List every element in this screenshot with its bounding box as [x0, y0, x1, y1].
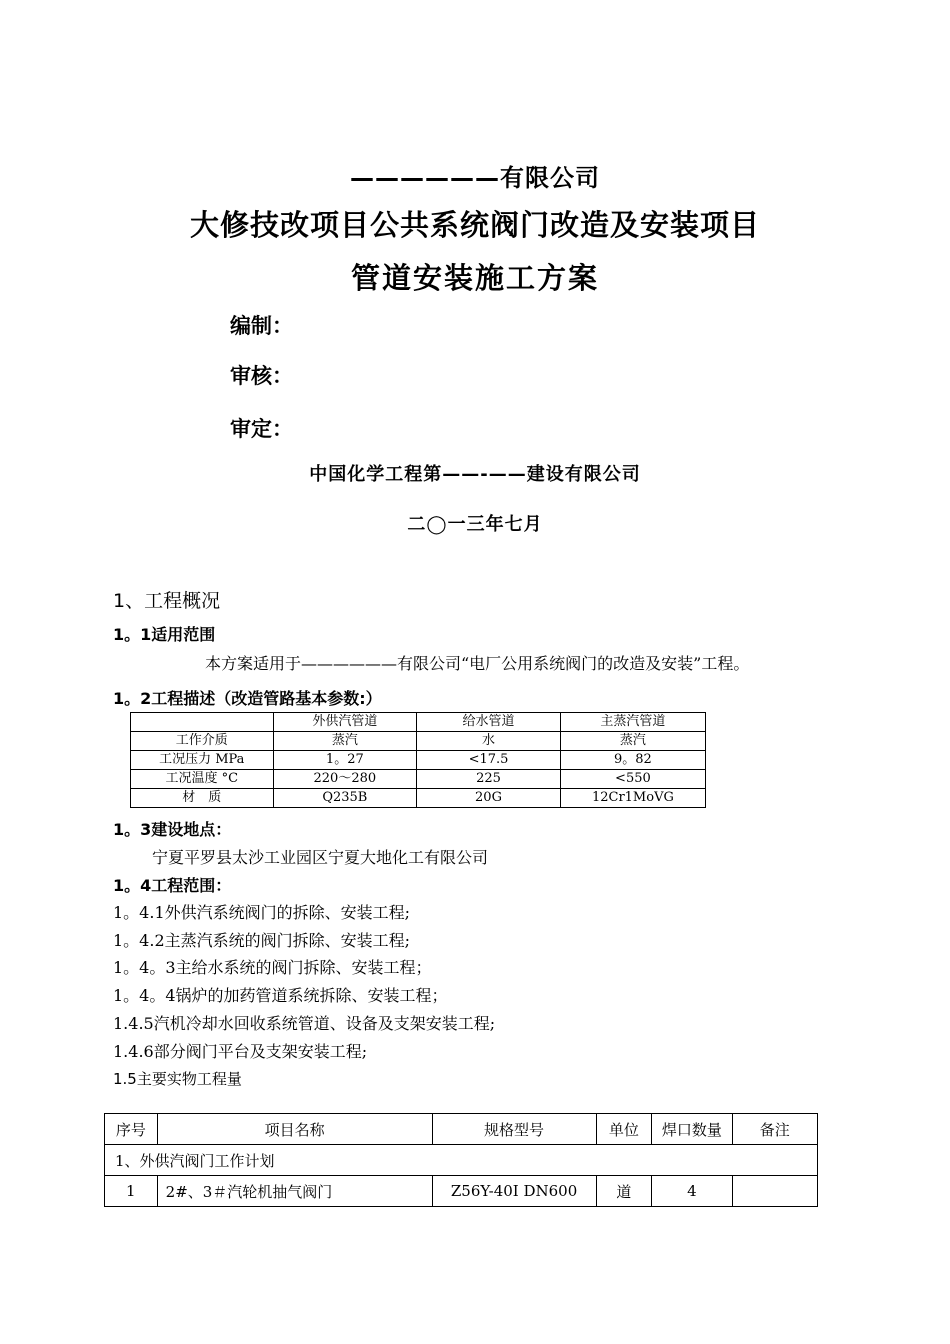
list-item: 1.4.6部分阀门平台及支架安装工程; — [113, 1042, 368, 1061]
table-row — [131, 789, 706, 808]
table-cell: Q235B — [273, 789, 417, 808]
table-row — [105, 1176, 818, 1207]
document-date: 二◯一三年七月 — [407, 514, 543, 535]
quantities-table — [104, 1113, 818, 1207]
compiler-label: 编制： — [230, 314, 293, 338]
table-row — [131, 751, 706, 770]
table-cell: 工况温度 °C — [131, 770, 274, 789]
table-cell: 蒸汽 — [273, 732, 417, 751]
section-title: 1、工程概况 — [113, 590, 221, 612]
builder-company: 中国化学工程第——-——建设有限公司 — [309, 464, 641, 485]
table-cell: 工作介质 — [131, 732, 274, 751]
approver-label: 审定： — [230, 417, 293, 441]
subsection-1-3-title: 1。3建设地点： — [113, 820, 232, 839]
table-cell: 2#、3＃汽轮机抽气阀门 — [157, 1176, 432, 1207]
list-item: 1.4.5汽机冷却水回收系统管道、设备及支架安装工程; — [113, 1014, 496, 1033]
subsection-1-1-text: 本方案适用于——————有限公司“电厂公用系统阀门的改造及安装”工程。 — [205, 654, 750, 673]
table-cell: 225 — [417, 770, 561, 789]
table-header-cell: 单位 — [596, 1114, 652, 1145]
table-row — [131, 732, 706, 751]
table-cell: 9。82 — [560, 751, 705, 770]
subsection-1-2-title: 1。2工程描述（改造管路基本参数:） — [113, 689, 382, 708]
table-header-row — [105, 1114, 818, 1145]
table-cell: 道 — [596, 1176, 652, 1207]
table-header-cell: 规格型号 — [432, 1114, 596, 1145]
document-title-line2: 管道安装施工方案 — [350, 261, 599, 295]
list-item: 1。4。3主给水系统的阀门拆除、安装工程； — [113, 958, 432, 977]
table-cell — [732, 1176, 817, 1207]
subsection-1-3-text: 宁夏平罗县太沙工业园区宁夏大地化工有限公司 — [152, 848, 489, 867]
subsection-1-5-title: 1.5主要实物工程量 — [113, 1070, 242, 1088]
table-cell: 20G — [417, 789, 561, 808]
table-header-cell: 序号 — [105, 1114, 158, 1145]
table-group-row — [105, 1145, 818, 1176]
table-cell: 220～280 — [273, 770, 417, 789]
table-cell: 4 — [652, 1176, 732, 1207]
table-cell: <550 — [560, 770, 705, 789]
table-header-cell: 主蒸汽管道 — [560, 713, 705, 732]
table-header-cell: 备注 — [732, 1114, 817, 1145]
table-cell: 蒸汽 — [560, 732, 705, 751]
table-cell: 水 — [417, 732, 561, 751]
list-item: 1。4.1外供汽系统阀门的拆除、安装工程; — [113, 903, 411, 922]
table-group-cell: 1、外供汽阀门工作计划 — [105, 1145, 818, 1176]
table-cell: <17.5 — [417, 751, 561, 770]
subsection-1-1-title: 1。1适用范围 — [113, 625, 216, 644]
document-title-line1: 大修技改项目公共系统阀门改造及安装项目 — [189, 208, 760, 242]
table-header-cell: 项目名称 — [157, 1114, 432, 1145]
table-header-row — [131, 713, 706, 732]
table-cell: 工况压力 MPa — [131, 751, 274, 770]
table-cell: 1。27 — [273, 751, 417, 770]
table-header-cell: 外供汽管道 — [273, 713, 417, 732]
table-cell: 1 — [105, 1176, 158, 1207]
table-header-cell: 焊口数量 — [652, 1114, 732, 1145]
list-item: 1。4。4锅炉的加药管道系统拆除、安装工程； — [113, 986, 448, 1005]
table-header-cell: 给水管道 — [417, 713, 561, 732]
list-item: 1。4.2主蒸汽系统的阀门拆除、安装工程; — [113, 931, 411, 950]
table-cell: 12Cr1MoVG — [560, 789, 705, 808]
table-cell: Z56Y-40I DN600 — [432, 1176, 596, 1207]
company-name: ——————有限公司 — [350, 164, 600, 192]
parameters-table — [130, 712, 706, 808]
reviewer-label: 审核： — [230, 364, 293, 388]
table-cell: 材 质 — [131, 789, 274, 808]
subsection-1-4-title: 1。4工程范围： — [113, 876, 232, 895]
table-header-cell — [131, 713, 274, 732]
table-row — [131, 770, 706, 789]
